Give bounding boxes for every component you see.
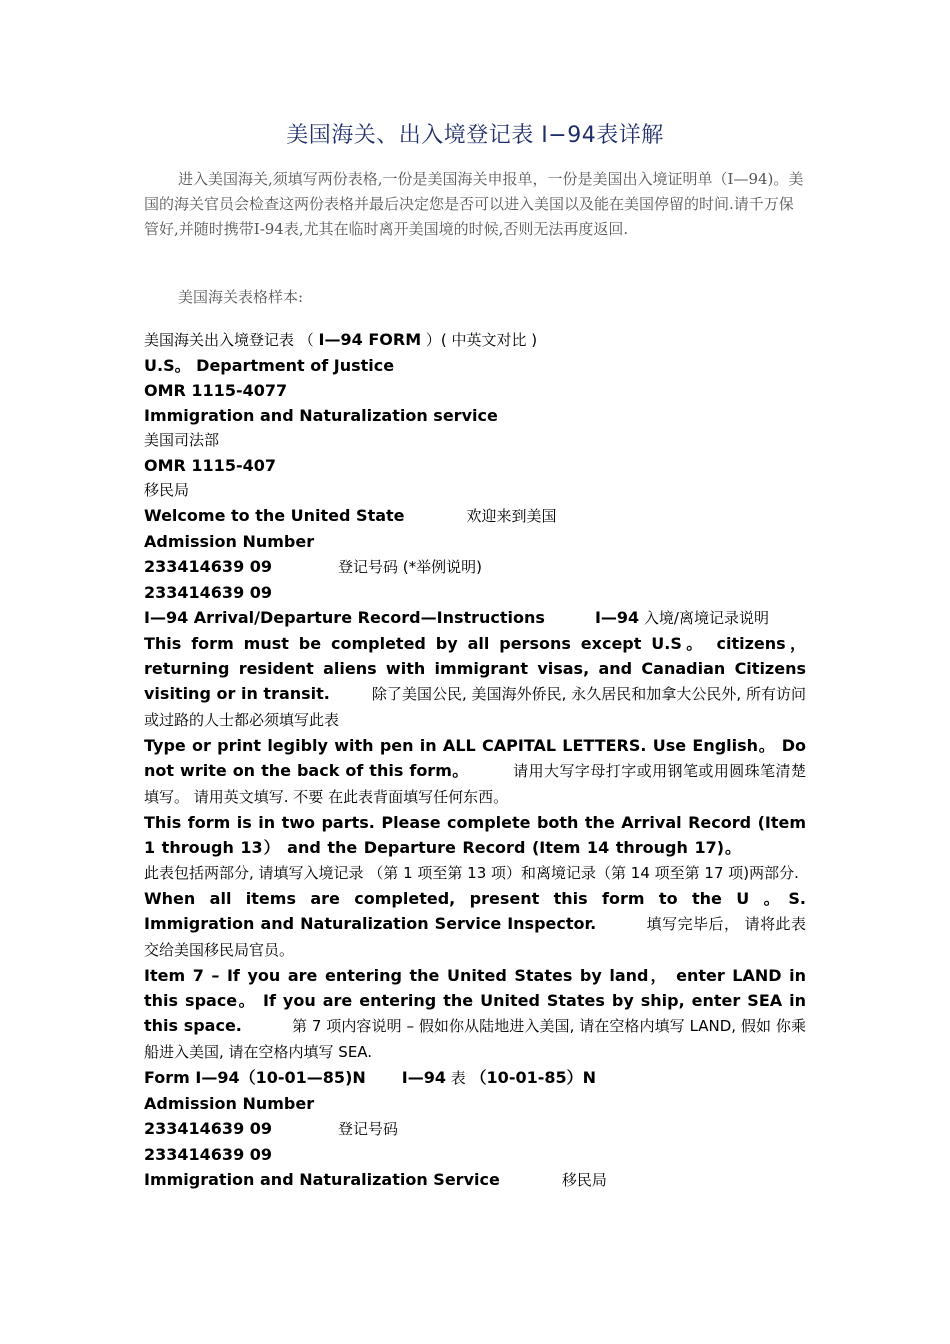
admission-number-repeat: 233414639 09 — [144, 583, 273, 602]
omr-number-2: OMR 1115-407 — [144, 456, 276, 475]
admission-number-line-2: 233414639 09 登记号码 — [144, 1119, 399, 1138]
ins-footer-line: Immigration and Naturalization Service 移民局 — [144, 1170, 607, 1189]
department-zh: 美国司法部 — [144, 431, 220, 449]
instructions-heading: I—94 Arrival/Departure Record—Instructions I—94 入境/离境记录说明 — [144, 608, 769, 627]
admission-number-line: 233414639 09 登记号码 (*举例说明) — [144, 557, 483, 576]
instruction-two-parts: This form is in two parts. Please complete both the Arrival Record (Item 1 through 13） and the Departure Record (Item 14 through 17)。此表包括两部分, 请填写入境记录 （第 1 项至第 13 项）和离境记录（第 14 项至第 17 项)两部分. — [144, 813, 806, 882]
instruction-present-form: When all items are completed, present this form to the U 。S. Immigration and Naturalization Service Inspector. 填写完毕后， 请将此表交给美国移民局官员。 — [144, 889, 806, 959]
instruction-capital-letters: Type or print legibly with pen in ALL CAPITAL LETTERS. Use English。 Do not write on the back of this form。 请用大写字母打字或用钢笔或用圆珠笔清楚填写。 请用英文填写. 不要 在此表背面填写任何东西。 — [144, 736, 806, 806]
form-content — [144, 327, 806, 1193]
welcome-line: Welcome to the United State 欢迎来到美国 — [144, 506, 557, 525]
admission-number-label-2: Admission Number — [144, 1094, 315, 1113]
department-line: U.S。 Department of Justice — [144, 356, 395, 375]
admission-number-repeat-2: 233414639 09 — [144, 1145, 273, 1164]
ins-zh: 移民局 — [144, 481, 190, 499]
page-title: 美国海关、出入境登记表 I−94表详解 — [286, 123, 664, 148]
form-heading: 美国海关出入境登记表 （ I—94 FORM ）( 中英文对比 ) — [144, 330, 538, 349]
intro-paragraph: 进入美国海关,须填写两份表格,一份是美国海关申报单，一份是美国出入境证明单（I—94)。美国的海关官员会检查这两份表格并最后决定您是否可以进入美国以及能在美国停留的时间.请千万保管好,并随时携带I-94表,尤其在临时离开美国境的时候,否则无法再度返回. — [144, 170, 804, 238]
instruction-item-7: Item 7 – If you are entering the United States by land， enter LAND in this space。 If you are entering the United States by ship, enter SEA in this space. 第 7 项内容说明 – 假如你从陆地进入美国, 请在空格内填写 LAND, 假如 你乘船进入美国, 请在空格内填写 SEA. — [144, 966, 806, 1061]
omr-number: OMR 1115-4077 — [144, 381, 288, 400]
instruction-who-must-complete: This form must be completed by all persons except U.S。 citizens，returning resident aliens with immigrant visas, and Canadian Citizens visiting or in transit. 除了美国公民, 美国海外侨民, 永久居民和加拿大公民外, 所有访问 或过路的人士都必须填写此表 — [144, 634, 806, 729]
intro-sample-heading: 美国海关表格样本: — [178, 288, 304, 306]
ins-line: Immigration and Naturalization service — [144, 406, 498, 425]
form-number-line: Form I—94（10-01—85)N I—94 表 （10-01-85）N — [144, 1068, 597, 1087]
admission-number-label: Admission Number — [144, 532, 315, 551]
